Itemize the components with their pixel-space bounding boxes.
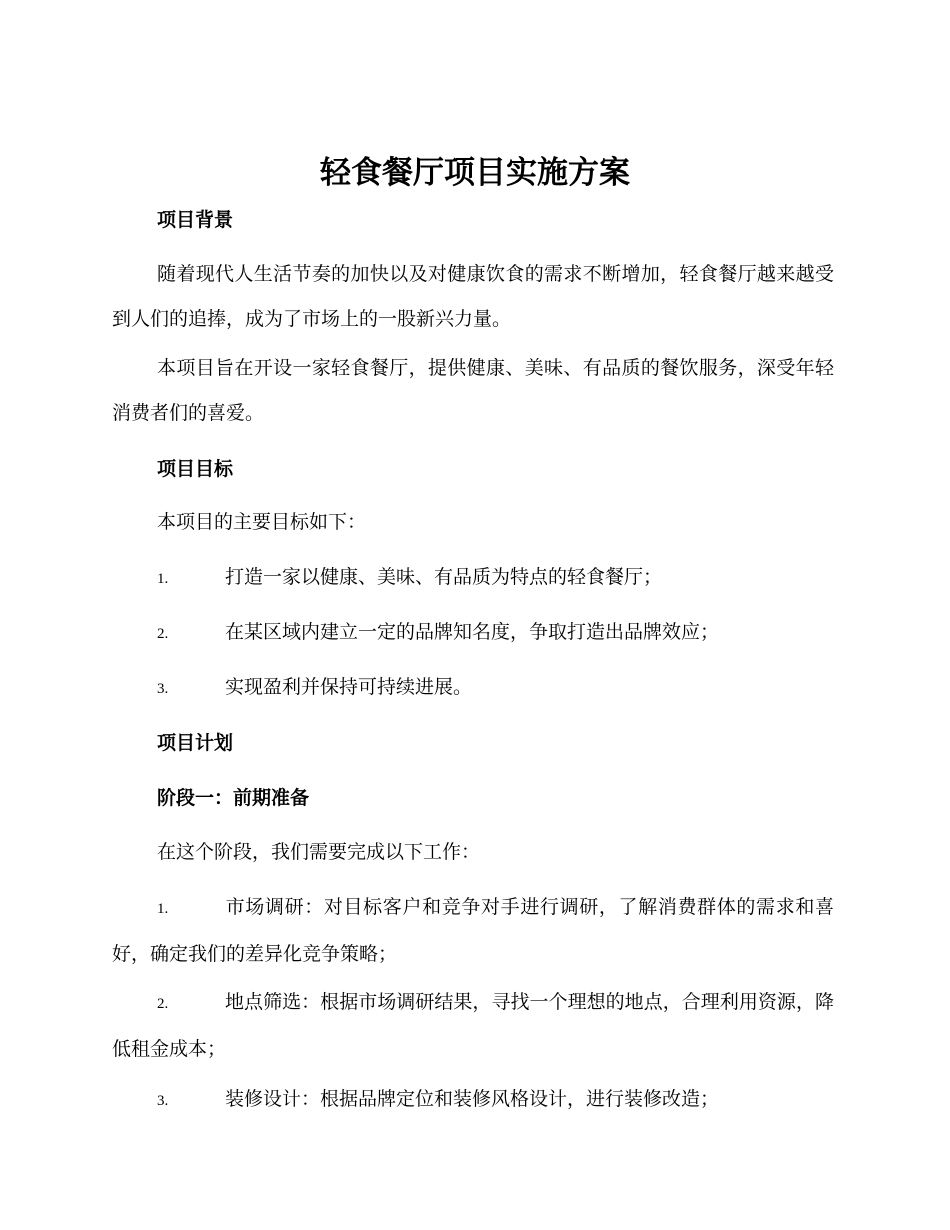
section-heading-background: 项目背景 (157, 209, 234, 231)
list-number: 1. (157, 901, 169, 917)
section-heading-plan: 项目计划 (157, 732, 234, 754)
list-item-text: 地点筛选：根据市场调研结果，寻找一个理想的地点，合理利用资源，降低租金成本； (112, 991, 834, 1060)
goals-list-item-2 (112, 610, 834, 657)
phase1-list-item-3 (112, 1077, 834, 1124)
list-number: 2. (157, 626, 169, 642)
goals-list-item-3 (112, 665, 834, 712)
list-item-text: 在某区域内建立一定的品牌知名度，争取打造出品牌效应； (225, 621, 720, 643)
background-paragraph-1: 随着现代人生活节奏的加快以及对健康饮食的需求不断增加，轻食餐厅越来越受到人们的追捧，成为了市场上的一股新兴力量。 (112, 263, 834, 330)
phase1-list-item-2 (112, 980, 834, 1072)
list-number: 1. (157, 571, 169, 587)
phase1-list-item-1 (112, 885, 834, 977)
list-number: 3. (157, 1093, 169, 1109)
list-number: 2. (157, 996, 169, 1012)
list-item-text: 实现盈利并保持可持续进展。 (225, 676, 473, 698)
list-number: 3. (157, 681, 169, 697)
section-heading-goals: 项目目标 (157, 458, 234, 480)
list-item-text: 装修设计：根据品牌定位和装修风格设计，进行装修改造； (225, 1088, 720, 1110)
goals-intro: 本项目的主要目标如下： (157, 511, 367, 533)
document-title: 轻食餐厅项目实施方案 (320, 155, 630, 191)
phase1-intro: 在这个阶段，我们需要完成以下工作： (157, 841, 481, 863)
goals-list-item-1 (112, 555, 834, 602)
list-item-text: 市场调研：对目标客户和竞争对手进行调研，了解消费群体的需求和喜好，确定我们的差异化竞争策略； (112, 896, 834, 965)
phase1-heading: 阶段一：前期准备 (157, 787, 310, 809)
list-item-text: 打造一家以健康、美味、有品质为特点的轻食餐厅； (225, 566, 663, 588)
background-paragraph-2: 本项目旨在开设一家轻食餐厅，提供健康、美味、有品质的餐饮服务，深受年轻消费者们的喜爱。 (112, 357, 834, 424)
